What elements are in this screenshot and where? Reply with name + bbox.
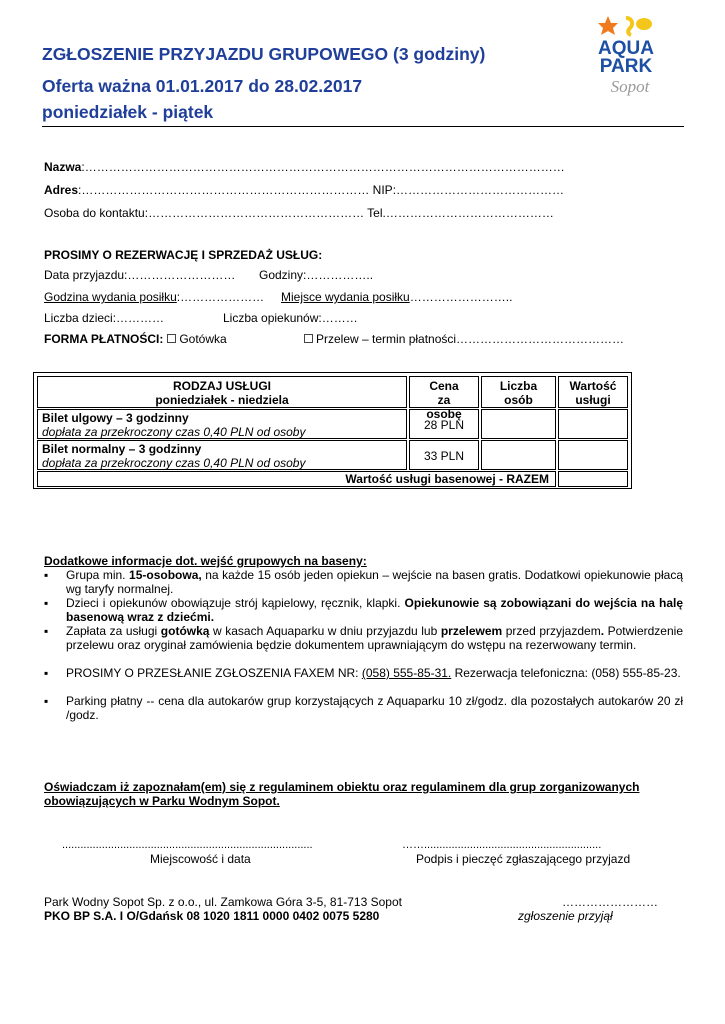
request-heading: PROSIMY O REZERWACJĘ I SPRZEDAŻ USŁUG: bbox=[44, 248, 323, 262]
name-dots: :………………………………………………………………………………………………………… bbox=[81, 160, 565, 174]
contact-field[interactable]: Osoba do kontaktu:……………………………………………… Tel.…………………………………… bbox=[44, 206, 554, 220]
accepted-by-label: zgłoszenie przyjął bbox=[518, 909, 613, 923]
row-count-input[interactable] bbox=[481, 409, 556, 439]
aquapark-logo bbox=[586, 14, 666, 98]
meal-time-dots: :………………… bbox=[176, 290, 265, 304]
address-label: Adres bbox=[44, 183, 79, 197]
cash-option-label: Gotówka bbox=[179, 332, 227, 346]
bullet-icon: ▪ bbox=[44, 568, 49, 582]
bullet-icon: ▪ bbox=[44, 624, 49, 638]
meal-time-label: Godzina wydania posiłku bbox=[44, 290, 177, 304]
transfer-checkbox[interactable] bbox=[304, 334, 313, 343]
name-field[interactable] bbox=[44, 160, 565, 174]
guardians-count-field[interactable]: Liczba opiekunów:……… bbox=[223, 311, 358, 325]
address-field[interactable] bbox=[44, 183, 564, 197]
star-icon bbox=[598, 16, 618, 35]
company-address: Park Wodny Sopot Sp. z o.o., ul. Zamkowa Góra 3-5, 81-713 Sopot bbox=[44, 895, 402, 909]
logo-line2: PARK bbox=[599, 56, 653, 77]
payment-row bbox=[44, 332, 227, 346]
total-label: Wartość usługi basenowej - RAZEM bbox=[37, 471, 556, 487]
info-heading: Dodatkowe informacje dot. wejść grupowych na baseny: bbox=[44, 554, 367, 568]
header-service bbox=[37, 376, 407, 408]
offer-validity: Oferta ważna 01.01.2017 do 28.02.2017 bbox=[42, 76, 363, 96]
signature-line[interactable]: …….......................................................... bbox=[402, 839, 602, 851]
logo-graphic-icon bbox=[586, 14, 666, 98]
header-service-sub: poniedziałek - niedziela bbox=[155, 393, 289, 407]
hours-field[interactable]: Godziny:…………….. bbox=[259, 268, 374, 282]
bullet-icon: ▪ bbox=[44, 694, 49, 708]
meal-place-dots: …………………….. bbox=[409, 290, 513, 304]
table-row-service bbox=[37, 409, 407, 439]
children-count-field[interactable]: Liczba dzieci:………… bbox=[44, 311, 165, 325]
place-date-line[interactable]: .................................................................................. bbox=[62, 839, 313, 851]
bank-account: PKO BP S.A. I O/Gdańsk 08 1020 1811 0000 0402 0075 5280 bbox=[44, 909, 380, 923]
row-price: 33 PLN bbox=[409, 440, 479, 470]
row-count-input[interactable] bbox=[481, 440, 556, 470]
bullet-icon: ▪ bbox=[44, 666, 49, 680]
total-value-input[interactable] bbox=[558, 471, 628, 487]
row-service-name: Bilet normalny – 3 godzinny bbox=[42, 442, 202, 456]
row-value-input[interactable] bbox=[558, 440, 628, 470]
row-price: 28 PLN bbox=[409, 409, 479, 439]
cash-checkbox[interactable] bbox=[167, 334, 176, 343]
meal-place-label: Miejsce wydania posiłku bbox=[281, 290, 410, 304]
logo-line3: Sopot bbox=[610, 77, 650, 96]
header-count: Liczba osób bbox=[481, 376, 556, 408]
table-row-service bbox=[37, 440, 407, 470]
header-service-title: RODZAJ USŁUGI bbox=[172, 379, 271, 393]
header-divider bbox=[42, 126, 684, 127]
services-table bbox=[33, 372, 632, 489]
arrival-date-field[interactable]: Data przyjazdu:……………………… bbox=[44, 268, 236, 282]
sun-icon bbox=[636, 18, 652, 30]
row-value-input[interactable] bbox=[558, 409, 628, 439]
payment-label: FORMA PŁATNOŚCI: bbox=[44, 332, 164, 346]
meal-place-field[interactable] bbox=[281, 290, 512, 304]
transfer-option-label: Przelew – termin płatności…………………………………… bbox=[316, 332, 625, 346]
row-service-name: Bilet ulgowy – 3 godzinny bbox=[42, 411, 189, 425]
address-dots: :……………………………………………………………… NIP:…………………………………… bbox=[78, 183, 565, 197]
header-value: Wartość usługi bbox=[558, 376, 628, 408]
bullet-icon: ▪ bbox=[44, 596, 49, 610]
declaration: Oświadczam iż zapoznałam(em) się z regulaminem obiektu oraz regulaminem dla grup zorganizowanych obowiązujących w Parku Wodnym Sopot. bbox=[44, 780, 640, 808]
accepted-by-line[interactable]: …………………… bbox=[562, 895, 658, 909]
seahorse-icon bbox=[626, 18, 632, 35]
offer-days: poniedziałek - piątek bbox=[42, 102, 214, 122]
signature-label: Podpis i pieczęć zgłaszającego przyjazd bbox=[416, 852, 631, 866]
transfer-option bbox=[300, 332, 624, 346]
header-price: Cena za osobę bbox=[409, 376, 479, 408]
row-service-note: dopłata za przekroczony czas 0,40 PLN od osoby bbox=[42, 456, 306, 470]
page-title: ZGŁOSZENIE PRZYJAZDU GRUPOWEGO (3 godziny) bbox=[42, 44, 486, 64]
name-label: Nazwa bbox=[44, 160, 82, 174]
place-date-label: Miejscowość i data bbox=[150, 852, 251, 866]
logo-line1: AQUA bbox=[598, 38, 654, 59]
row-service-note: dopłata za przekroczony czas 0,40 PLN od osoby bbox=[42, 425, 306, 439]
meal-time-field[interactable] bbox=[44, 290, 264, 304]
